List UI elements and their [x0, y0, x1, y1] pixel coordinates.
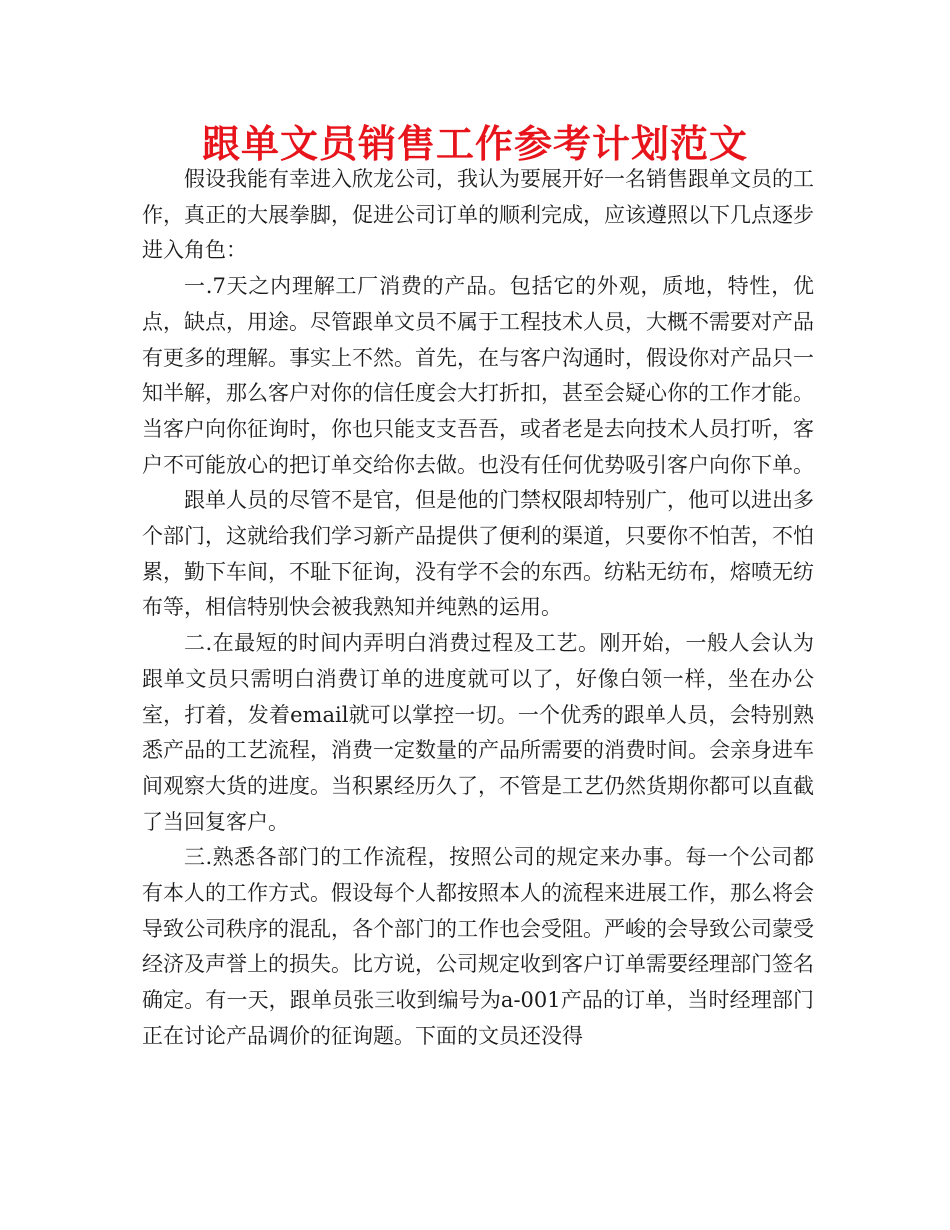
paragraph-intro: 假设我能有幸进入欣龙公司，我认为要展开好一名销售跟单文员的工作，真正的大展拳脚，促进公司订单的顺利完成，应该遵照以下几点逐步进入角色： — [142, 167, 814, 263]
paragraph-point-1: 一.7天之内理解工厂消费的产品。包括它的外观，质地，特性，优点，缺点，用途。尽管跟单文员不属于工程技术人员，大概不需要对产品有更多的理解。事实上不然。首先，在与客户沟通时，假设你对产品只一知半解，那么客户对你的信任度会大打折扣，甚至会疑心你的工作才能。当客户向你征询时，你也只能支支吾吾，或者老是去向技术人员打听，客户不可能放心的把订单交给你去做。也没有任何优势吸引客户向你下单。 — [142, 274, 814, 477]
paragraph-point-1-continued: 跟单人员的尽管不是官，但是他的门禁权限却特别广，他可以进出多个部门，这就给我们学习新产品提供了便利的渠道，只要你不怕苦，不怕累，勤下车间，不耻下征询，没有学不会的东西。纺粘无纺布，熔喷无纺布等，相信特别快会被我熟知并纯熟的运用。 — [142, 488, 814, 620]
paragraph-point-2: 二.在最短的时间内弄明白消费过程及工艺。刚开始，一般人会认为跟单文员只需明白消费订单的进度就可以了，好像白领一样，坐在办公室，打着，发着email就可以掌控一切。一个优秀的跟单人员，会特别熟悉产品的工艺流程，消费一定数量的产品所需要的消费时间。会亲身进车间观察大货的进度。当积累经历久了，不管是工艺仍然货期你都可以直截了当回复客户。 — [142, 631, 814, 834]
paragraph-point-3: 三.熟悉各部门的工作流程，按照公司的规定来办事。每一个公司都有本人的工作方式。假设每个人都按照本人的流程来进展工作，那么将会导致公司秩序的混乱，各个部门的工作也会受阻。严峻的会导致公司蒙受经济及声誉上的损失。比方说，公司规定收到客户订单需要经理部门签名确定。有一天，跟单员张三收到编号为a-001产品的订单，当时经理部门正在讨论产品调价的征询题。下面的文员还没得 — [142, 845, 814, 1048]
document-title: 跟单文员销售工作参考计划范文 — [201, 122, 748, 166]
document-body — [142, 162, 814, 1055]
